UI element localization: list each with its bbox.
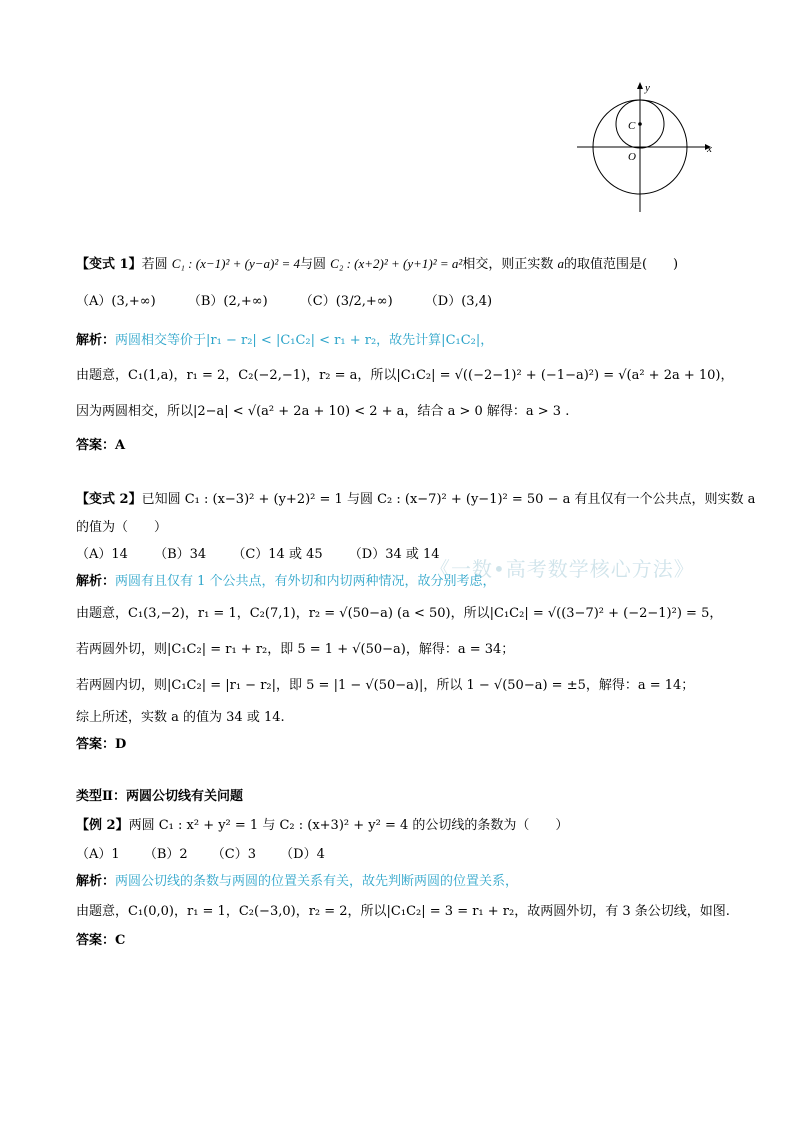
variant1-title: 【变式 1】 bbox=[76, 257, 142, 272]
variant1-answer: 答案：A bbox=[76, 438, 126, 453]
analysis-label: 解析： bbox=[76, 574, 116, 589]
circles-figure bbox=[573, 80, 723, 220]
variant2-question-line2: 的值为（ ） bbox=[76, 520, 168, 535]
variant1-question: 【变式 1】若圆 C₁ : (x−1)² + (y−a)² = 4与圆 C₂ : (x+2)² + (y+1)² = a²相交，则正实数 a的取值范围是( ) bbox=[76, 256, 679, 272]
o-label: O bbox=[628, 151, 636, 163]
option-a: （A）(3,+∞) bbox=[76, 294, 156, 309]
analysis-hint: 两圆相交等价于|r₁ − r₂| < |C₁C₂| < r₁ + r₂，故先计算|C₁C₂|， bbox=[115, 333, 494, 348]
option-a: （A）1 bbox=[76, 847, 120, 862]
example2-title: 【例 2】 bbox=[76, 818, 129, 833]
analysis-label: 解析： bbox=[76, 333, 116, 348]
option-d: （D）34 或 14 bbox=[348, 547, 440, 562]
analysis-hint: 两圆有且仅有 1 个公共点，有外切和内切两种情况，故分别考虑， bbox=[115, 574, 496, 589]
variant1-solution-line1: 由题意，C₁(1,a)，r₁ = 2，C₂(−2,−1)，r₂ = a，所以|C₁C₂| = √((−2−1)² + (−1−a)²) = √(a² + 2a + 10)， bbox=[76, 368, 734, 383]
example2-solution: 由题意，C₁(0,0)，r₁ = 1，C₂(−3,0)，r₂ = 2，所以|C₁C₂| = 3 = r₁ + r₂，故两圆外切，有 3 条公切线，如图. bbox=[76, 904, 730, 919]
option-a: （A）14 bbox=[76, 547, 128, 562]
option-b: （B）34 bbox=[154, 547, 207, 562]
variant2-solution-line3: 若两圆内切，则|C₁C₂| = |r₁ − r₂|，即 5 = |1 − √(50−a)|，所以 1 − √(50−a) = ±5，解得：a = 14； bbox=[76, 678, 695, 693]
c-label: C bbox=[628, 120, 636, 132]
variant2-solution-line2: 若两圆外切，则|C₁C₂| = r₁ + r₂，即 5 = 1 + √(50−a)，解得：a = 34； bbox=[76, 642, 515, 657]
center-point bbox=[638, 122, 642, 126]
option-b: （B）(2,+∞) bbox=[187, 294, 268, 309]
option-b: （B）2 bbox=[143, 847, 188, 862]
analysis-label: 解析： bbox=[76, 874, 116, 889]
watermark: 《一数•高考数学核心方法》 bbox=[430, 557, 695, 581]
option-d: （D）4 bbox=[280, 847, 325, 862]
example2-options bbox=[76, 845, 353, 865]
option-c: （C）3 bbox=[211, 847, 256, 862]
variant1-solution-line2: 因为两圆相交，所以|2−a| < √(a² + 2a + 10) < 2 + a，结合 a > 0 解得：a > 3 . bbox=[76, 404, 570, 419]
variant2-title: 【变式 2】 bbox=[76, 492, 142, 507]
variant2-question-line1: 【变式 2】已知圆 C₁ : (x−3)² + (y+2)² = 1 与圆 C₂ : (x−7)² + (y−1)² = 50 − a 有且仅有一个公共点，则实数 a bbox=[76, 492, 756, 507]
y-axis-arrow bbox=[637, 82, 643, 89]
option-d: （D）(3,4) bbox=[424, 294, 493, 309]
option-c: （C）14 或 45 bbox=[232, 547, 323, 562]
example2-question: 【例 2】两圆 C₁ : x² + y² = 1 与 C₂ : (x+3)² + y² = 4 的公切线的条数为（ ） bbox=[76, 818, 569, 833]
option-c: （C）(3/2,+∞) bbox=[299, 294, 393, 309]
variant2-analysis bbox=[76, 572, 496, 592]
y-label: y bbox=[645, 82, 650, 94]
variant2-answer: 答案：D bbox=[76, 737, 127, 752]
section-heading: 类型Ⅱ：两圆公切线有关问题 bbox=[76, 789, 243, 804]
variant1-options bbox=[76, 292, 520, 312]
example2-analysis bbox=[76, 872, 518, 892]
analysis-hint: 两圆公切线的条数与两圆的位置关系有关，故先判断两圆的位置关系， bbox=[115, 874, 519, 889]
variant2-conclusion: 综上所述，实数 a 的值为 34 或 14. bbox=[76, 710, 285, 725]
variant2-options bbox=[76, 545, 468, 565]
example2-answer: 答案：C bbox=[76, 933, 126, 948]
variant2-solution-line1: 由题意，C₁(3,−2)，r₁ = 1，C₂(7,1)，r₂ = √(50−a) (a < 50)，所以|C₁C₂| = √((3−7)² + (−2−1)²) = 5， bbox=[76, 606, 723, 621]
x-label: x bbox=[707, 143, 712, 155]
variant1-analysis bbox=[76, 331, 493, 351]
